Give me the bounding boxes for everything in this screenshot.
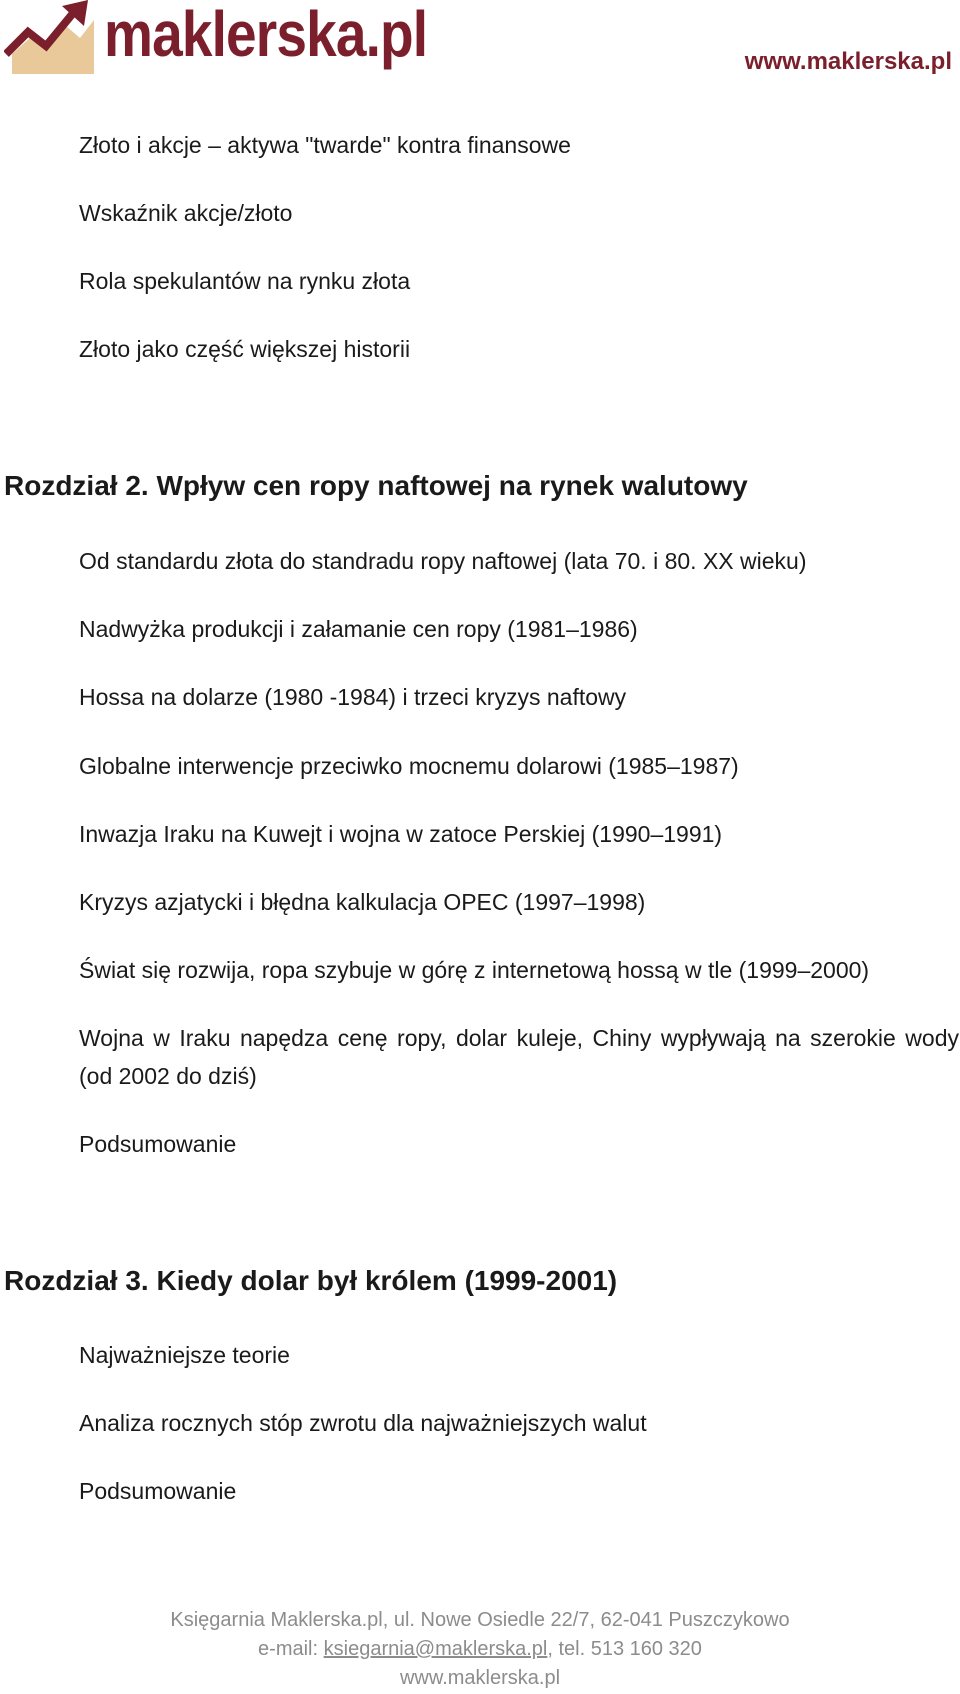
- footer-email-label: e-mail:: [258, 1638, 324, 1660]
- toc-item: Globalne interwencje przeciwko mocnemu dolarowi (1985–1987): [79, 753, 739, 779]
- footer-site-url[interactable]: www.maklerska.pl: [399, 1667, 561, 1689]
- toc-item: Złoto i akcje – aktywa "twarde" kontra finansowe: [79, 132, 571, 158]
- chapter-3-heading: Rozdział 3. Kiedy dolar był królem (1999-2001): [4, 1265, 618, 1296]
- toc-item: Wojna w Iraku napędza cenę ropy, dolar kuleje, Chiny wypływają na szerokie wody (od 2002 do dziś): [79, 1025, 959, 1089]
- toc-item: Analiza rocznych stóp zwrotu dla najważniejszych walut: [79, 1410, 647, 1436]
- logo-wordmark: maklerska.pl: [104, 0, 428, 70]
- toc-item: Podsumowanie: [79, 1478, 237, 1504]
- toc-item: Złoto jako część większej historii: [79, 336, 411, 362]
- chapter-2-heading: Rozdział 2. Wpływ cen ropy naftowej na rynek walutowy: [4, 470, 748, 501]
- toc-item: Kryzys azjatycki i błędna kalkulacja OPEC (1997–1998): [79, 889, 646, 915]
- page-header: [0, 0, 960, 90]
- page-footer: [0, 1606, 960, 1693]
- rising-chart-logo-icon: [4, 0, 94, 74]
- toc-item: Świat się rozwija, ropa szybuje w górę z internetową hossą w tle (1999–2000): [79, 957, 870, 983]
- header-site-url[interactable]: www.maklerska.pl: [744, 48, 952, 75]
- maklerska-logo[interactable]: [4, 0, 464, 76]
- toc-item: Inwazja Iraku na Kuwejt i wojna w zatoce Perskiej (1990–1991): [79, 821, 723, 847]
- toc-item: Rola spekulantów na rynku złota: [79, 268, 411, 294]
- toc-item: Wskaźnik akcje/złoto: [79, 200, 293, 226]
- toc-item: Najważniejsze teorie: [79, 1342, 290, 1368]
- footer-contact: [0, 1635, 960, 1664]
- toc-item: Podsumowanie: [79, 1131, 237, 1157]
- footer-phone: , tel. 513 160 320: [547, 1638, 702, 1660]
- toc-item: Hossa na dolarze (1980 -1984) i trzeci kryzys naftowy: [79, 684, 627, 710]
- toc-item: Nadwyżka produkcji i załamanie cen ropy (1981–1986): [79, 616, 638, 642]
- toc-item: Od standardu złota do standradu ropy naftowej (lata 70. i 80. XX wieku): [79, 548, 807, 574]
- footer-address: Księgarnia Maklerska.pl, ul. Nowe Osiedle 22/7, 62-041 Puszczykowo: [170, 1609, 790, 1631]
- footer-email-link[interactable]: ksiegarnia@maklerska.pl: [323, 1638, 548, 1660]
